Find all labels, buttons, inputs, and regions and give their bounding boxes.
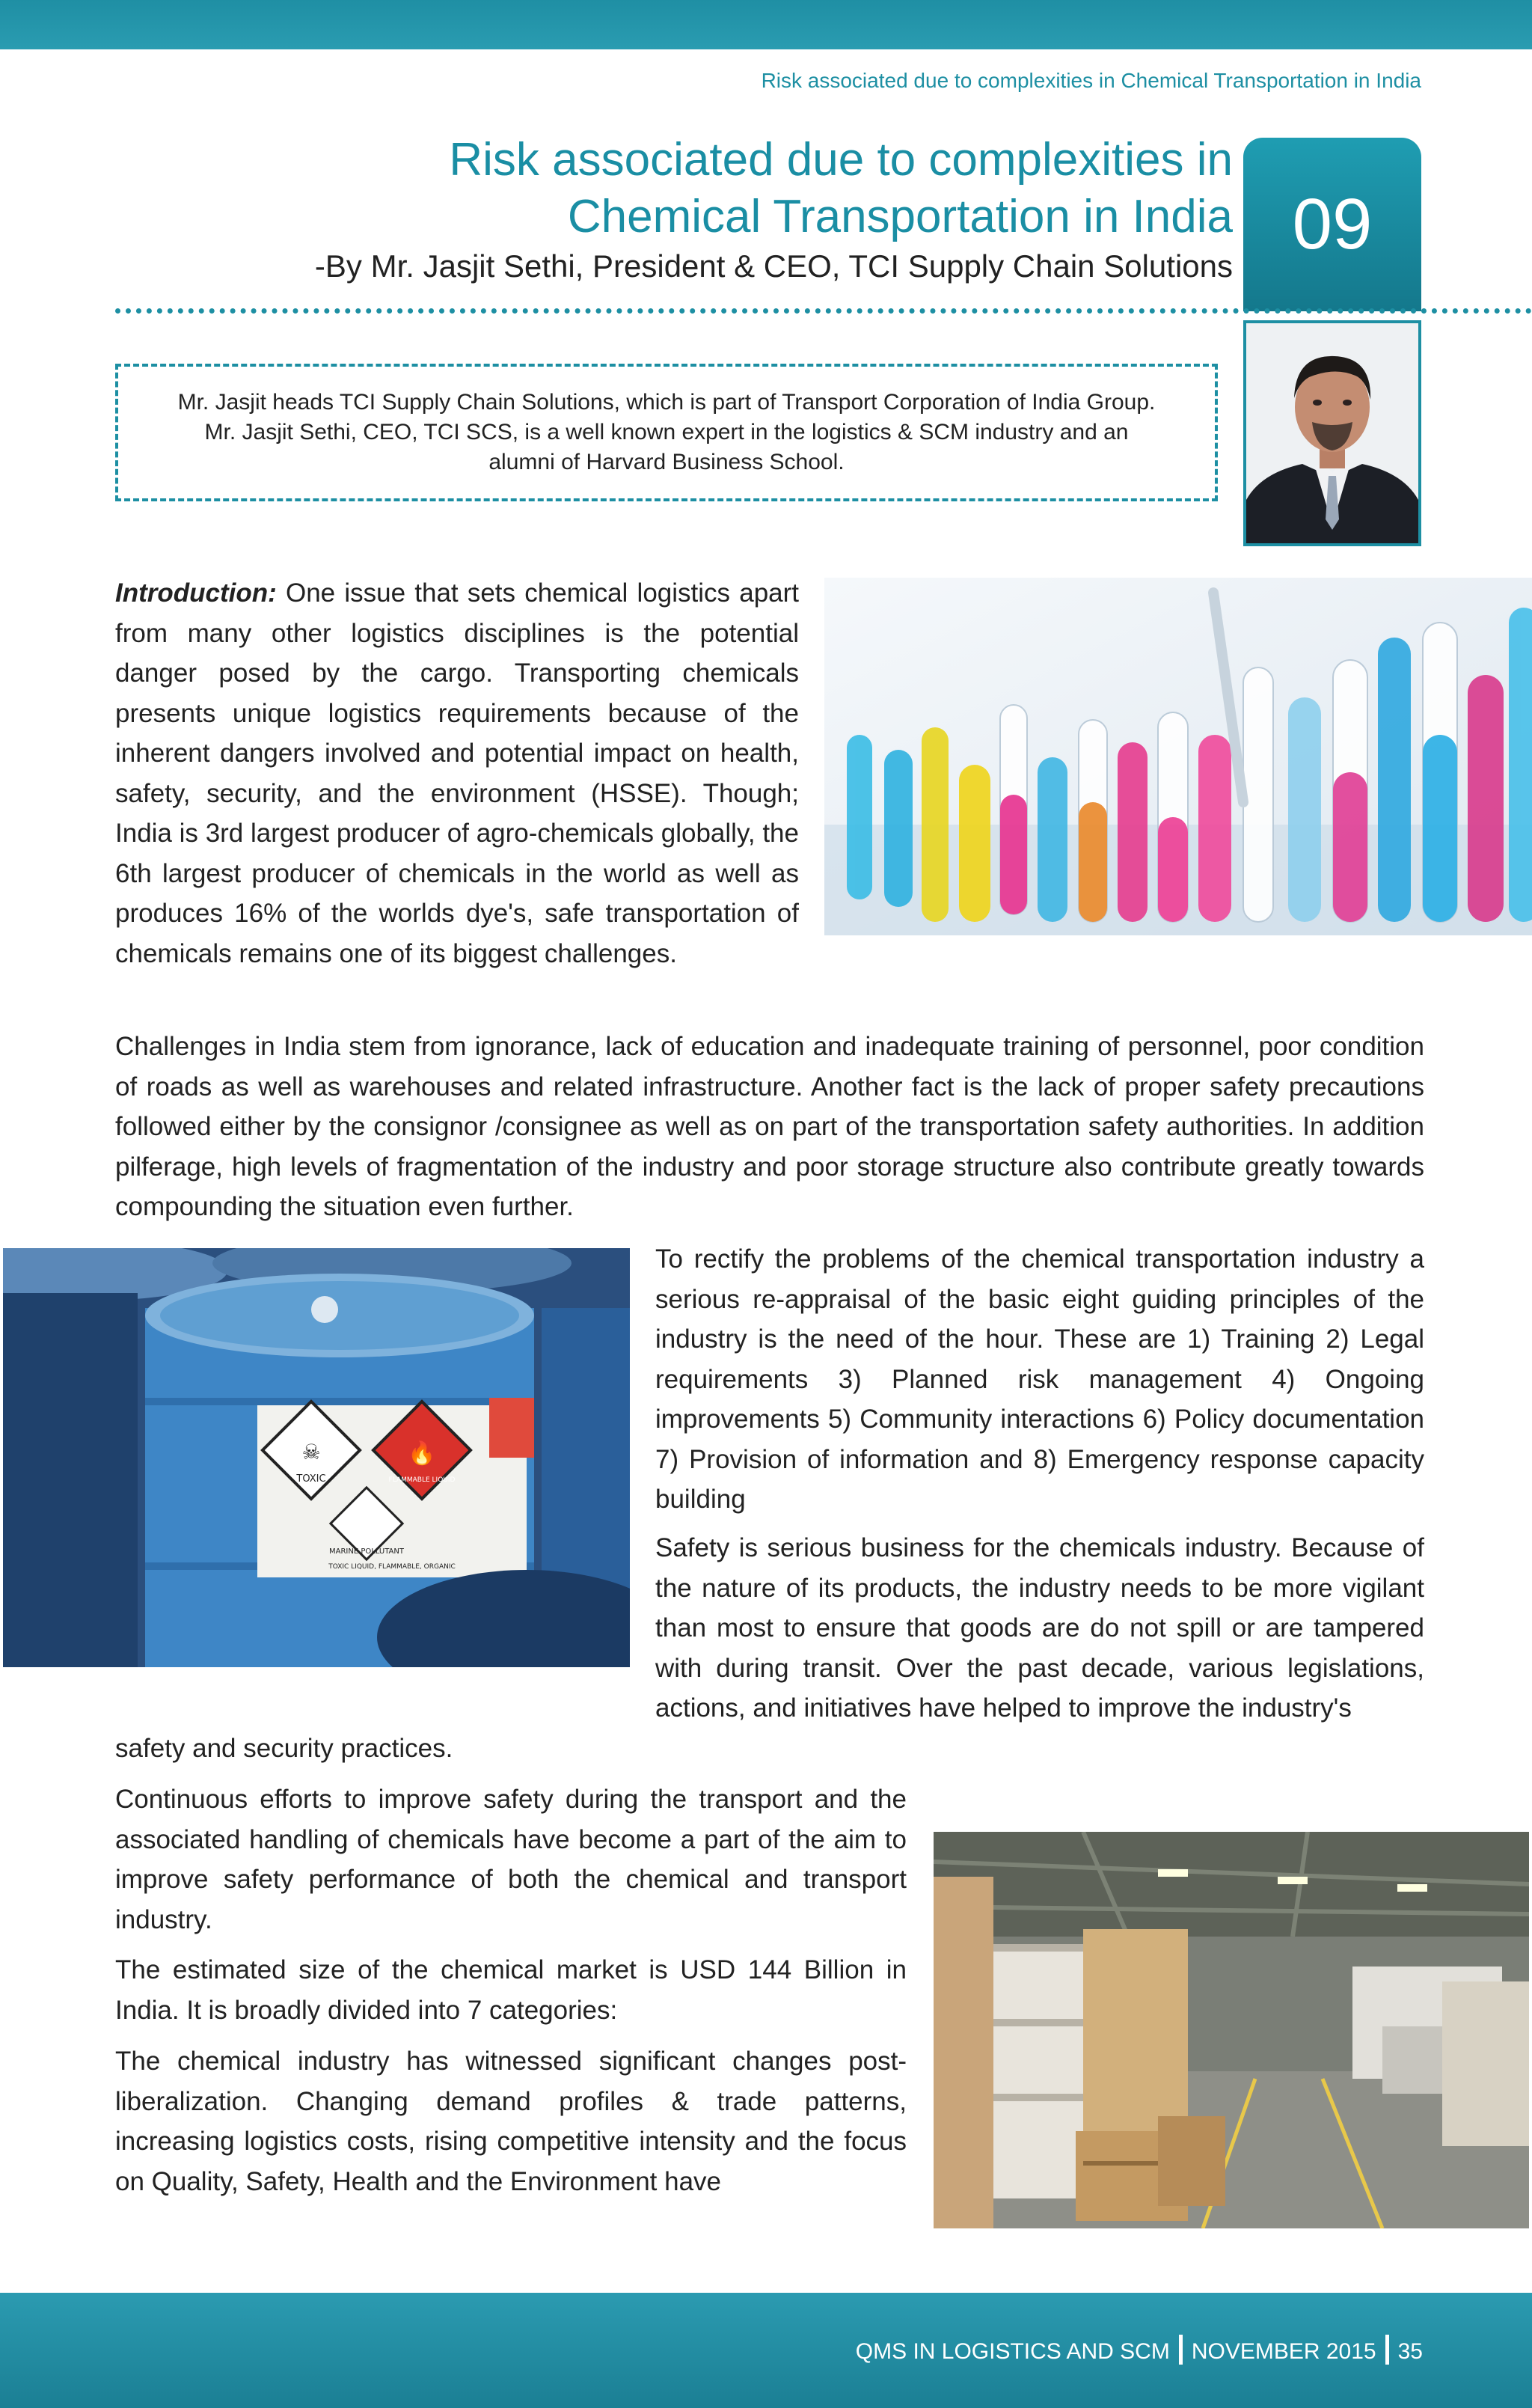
guiding-principles-paragraph: To rectify the problems of the chemical transportation industry a serious re-appraisal of the basic eight guiding principles of the industry is the need of the hour. These are 1) Training 2) Legal requirements 3) Planned risk management 4) Ongoing improvements 5) Community interactions 6) Policy documentation 7) Provision of information and 8) Emergency response capacity building <box>655 1244 1424 1514</box>
article-title-line-2: Chemical Transportation in India <box>567 191 1233 242</box>
introduction-text: One issue that sets chemical logistics apart from many other logistics disciplines is the potential danger posed by the cargo. Transporting chemicals presents unique logistics requirements because of the inherent dangers involved and potential impact on health, safety, security, and the environment (HSSE). Though; India is 3rd largest producer of agro-chemicals globally, the 6th largest producer of chemicals in the world as well as produces 16% of the worlds dye's, safe transportation of chemicals remains one of its biggest challenges. <box>115 578 799 968</box>
svg-text:🔥: 🔥 <box>408 1440 436 1467</box>
svg-text:☠: ☠ <box>301 1440 321 1464</box>
article-title-line-1: Risk associated due to complexities in <box>449 134 1233 186</box>
top-band <box>0 0 1532 49</box>
drum-label-contents: TOXIC LIQUID, FLAMMABLE, ORGANIC <box>328 1563 456 1571</box>
running-head: Risk associated due to complexities in Chemical Transportation in India <box>761 69 1421 92</box>
chemical-drums-photo <box>3 1248 630 1667</box>
footer-publication: QMS IN LOGISTICS AND SCM <box>855 2339 1170 2364</box>
drum-label-flammable: FLAMMABLE LIQUID <box>388 1476 456 1484</box>
article-title-block <box>260 132 1233 289</box>
test-tubes-photo <box>824 578 1532 935</box>
continuous-efforts-paragraph: Continuous efforts to improve safety during the transport and the associated handling of chemicals have become a part of the aim to improve safety performance of both the chemical and transport industry. <box>115 1785 907 1934</box>
chapter-number-tab: 09 <box>1243 138 1421 311</box>
footer-separator <box>1385 2335 1389 2365</box>
author-bio-line-3: alumni of Harvard Business School. <box>488 450 845 474</box>
challenges-paragraph: Challenges in India stem from ignorance, lack of education and inadequate training of personnel, poor condition of roads as well as warehouses and related infrastructure. Another fact is the lack of proper safety precautions followed either by the consignor /consignee as well as on part of the transportation safety authorities. In addition pilferage, high levels of fragmentation of the industry and poor storage structure also contribute greatly towards compounding the situation even further. <box>115 1032 1424 1221</box>
author-bio-line-1: Mr. Jasjit heads TCI Supply Chain Solutions, which is part of Transport Corporation of India Group. <box>177 390 1156 415</box>
introduction-label: Introduction: <box>115 578 277 608</box>
author-portrait-illustration <box>1246 323 1418 543</box>
author-portrait <box>1243 320 1421 546</box>
footer-issue: NOVEMBER 2015 <box>1191 2339 1376 2364</box>
warehouse-photo <box>934 1832 1529 2228</box>
author-bio-line-2: Mr. Jasjit Sethi, CEO, TCI SCS, is a well known expert in the logistics & SCM industry and an <box>204 420 1129 444</box>
market-size-paragraph: The estimated size of the chemical market is USD 144 Billion in India. It is broadly divided into 7 categories: <box>115 1955 907 2025</box>
drum-label-marine: MARINE POLLUTANT <box>329 1547 404 1556</box>
drum-label-toxic: TOXIC <box>296 1473 326 1485</box>
title-divider <box>115 308 1532 314</box>
safety-paragraph-continued: safety and security practices. <box>115 1734 453 1763</box>
industry-changes-paragraph: The chemical industry has witnessed significant changes post-liberalization. Changing demand profiles & trade patterns, increasing logistics costs, rising competitive intensity and the focus on Quality, Safety, Health and the Environment have <box>115 2047 907 2196</box>
page-footer <box>856 2335 1423 2365</box>
author-bio-box <box>115 364 1218 501</box>
article-byline: -By Mr. Jasjit Sethi, President & CEO, TCI Supply Chain Solutions <box>314 248 1233 284</box>
introduction-paragraph <box>115 573 799 974</box>
footer-page-number: 35 <box>1397 2339 1423 2364</box>
safety-paragraph: Safety is serious business for the chemicals industry. Because of the nature of its products, the industry needs to be more vigilant than most to ensure that goods are do not spill or are tampered with during transit. Over the past decade, various legislations, actions, and initiatives have helped to improve the industry's <box>655 1533 1424 1723</box>
footer-separator <box>1179 2335 1183 2365</box>
